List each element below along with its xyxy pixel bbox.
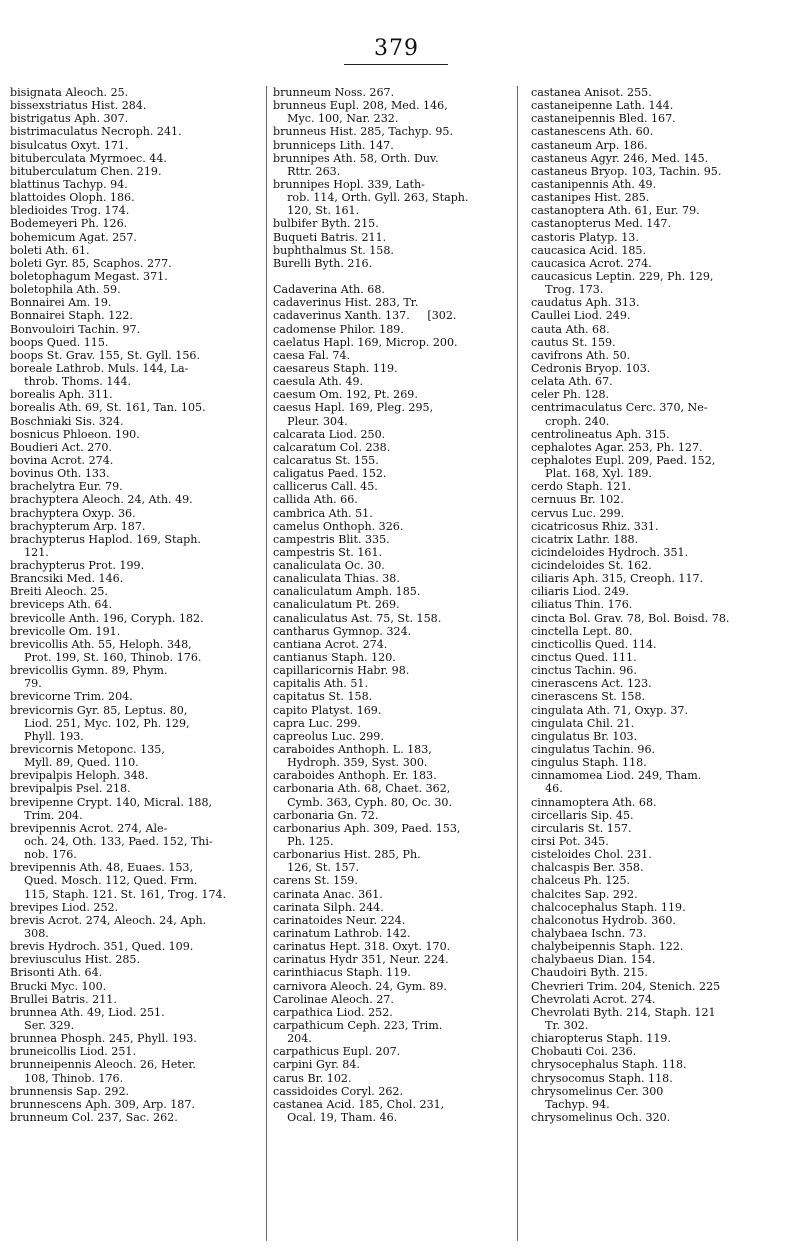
index-entry: centrolineatus Aph. 315. — [531, 427, 670, 441]
index-entry: castanescens Ath. 60. — [531, 125, 654, 139]
index-entry: nob. 176. — [10, 848, 77, 862]
index-entry: rob. 114, Orth. Gyll. 263, Staph. — [273, 191, 469, 205]
index-entry: Chevrolati Acrot. 274. — [531, 992, 656, 1006]
index-entry: cephalotes Eupl. 209, Paed. 152, — [531, 453, 716, 467]
index-entry: brunneum Noss. 267. — [273, 86, 395, 99]
index-entry: callicerus Call. 45. — [273, 480, 378, 494]
index-entry: cassidoides Coryl. 262. — [273, 1084, 404, 1098]
index-entry: bistrimaculatus Necroph. 241. — [10, 125, 182, 139]
index-entry: castanea Anisot. 255. — [531, 86, 652, 99]
index-entry: cauta Ath. 68. — [531, 322, 610, 336]
index-entry: ciliatus Thin. 176. — [531, 598, 633, 612]
index-entry: brevicornis Gyr. 85, Leptus. 80, — [10, 703, 188, 717]
index-entry: cinerascens Act. 123. — [531, 677, 652, 691]
index-entry: caudatus Aph. 313. — [531, 296, 640, 310]
index-entry: castanopterus Med. 147. — [531, 217, 671, 231]
index-entry: cinctus Qued. 111. — [531, 651, 637, 665]
index-entry: bisignata Aleoch. 25. — [10, 86, 129, 99]
index-entry: breviceps Ath. 64. — [10, 598, 112, 612]
index-entry: carbonaria Ath. 68, Chaet. 362, — [273, 782, 451, 796]
index-entry: caesareus Staph. 119. — [273, 361, 398, 375]
index-entry: Cadaverina Ath. 68. — [273, 283, 385, 297]
index-entry: calcarata Liod. 250. — [273, 427, 386, 441]
index-entry: carbonarius Aph. 309, Paed. 153, — [273, 821, 461, 835]
index-entry: bulbifer Byth. 215. — [273, 217, 379, 231]
index-entry: carpini Gyr. 84. — [273, 1058, 360, 1072]
index-entry: boreale Lathrob. Muls. 144, La- — [10, 361, 189, 375]
index-entry: brachyptera Oxyp. 36. — [10, 506, 136, 520]
index-entry: cambrica Ath. 51. — [273, 506, 373, 520]
index-entry: boleti Ath. 61. — [10, 243, 90, 257]
index-entry: 115, Staph. 121. St. 161, Trog. 174. — [10, 887, 227, 901]
index-entry: 204. — [273, 1032, 312, 1046]
index-entry: cincta Bol. Grav. 78, Bol. Boisd. 78. — [531, 611, 730, 625]
index-entry: chalcocephalus Staph. 119. — [531, 900, 686, 914]
index-entry: Bodemeyeri Ph. 126. — [10, 217, 128, 231]
index-entry: canaliculatum Amph. 185. — [273, 585, 421, 599]
index-entry: 126, St. 157. — [273, 861, 360, 875]
index-entry: cingulatus Tachin. 96. — [531, 743, 656, 757]
index-entry: caraboides Anthoph. Er. 183. — [273, 769, 437, 783]
index-entry: brunneipennis Aleoch. 26, Heter. — [10, 1058, 196, 1072]
index-entry: brunneum Col. 237, Sac. 262. — [10, 1110, 178, 1124]
index-entry: bovinus Oth. 133. — [10, 467, 110, 481]
index-entry: calcaratum Col. 238. — [273, 440, 391, 454]
index-entry: castaneum Arp. 186. — [531, 138, 648, 152]
index-entry: cernuus Br. 102. — [531, 493, 624, 507]
index-entry: brevicollis Ath. 55, Heloph. 348, — [10, 637, 192, 651]
index-entry: carinatus Hept. 318. Oxyt. 170. — [273, 940, 451, 954]
index-entry: Tachyp. 94. — [531, 1097, 610, 1111]
index-entry: bohemicum Agat. 257. — [10, 230, 137, 244]
index-entry: Trog. 173. — [531, 283, 604, 297]
index-entry: cicindeloides Hydroch. 351. — [531, 545, 689, 559]
index-entry: carpathica Liod. 252. — [273, 1005, 393, 1019]
index-entry: brunnescens Aph. 309, Arp. 187. — [10, 1097, 195, 1111]
index-entry: Plat. 168, Xyl. 189. — [531, 467, 652, 481]
index-entry: Hydroph. 359, Syst. 300. — [273, 756, 428, 770]
index-entry: Myll. 89, Qued. 110. — [10, 756, 139, 770]
index-entry: brachypterum Arp. 187. — [10, 519, 146, 533]
index-entry: brunneus Hist. 285, Tachyp. 95. — [273, 125, 453, 139]
index-entry: chalcaspis Ber. 358. — [531, 861, 644, 875]
index-entry: Cedronis Bryop. 103. — [531, 361, 651, 375]
index-entry: Boschniaki Sis. 324. — [10, 414, 124, 428]
index-entry: Qued. Mosch. 112, Qued. Frm. — [10, 874, 198, 888]
index-entry: Ser. 329. — [10, 1018, 75, 1032]
index-entry: brevipenne Crypt. 140, Micral. 188, — [10, 795, 213, 809]
index-entry: carinata Anac. 361. — [273, 887, 383, 901]
index-entry: 308. — [10, 927, 49, 940]
index-entry: carpathicum Ceph. 223, Trim. — [273, 1018, 443, 1032]
index-entry: calcaratus St. 155. — [273, 453, 379, 467]
index-entry: Bonvouloiri Tachin. 97. — [10, 322, 141, 336]
index-entry: cingulata Ath. 71, Oxyp. 37. — [531, 703, 688, 717]
index-entry: cingulata Chil. 21. — [531, 716, 635, 730]
index-entry: bledioides Trog. 174. — [10, 204, 130, 218]
index-entry: brevipennis Acrot. 274, Ale- — [10, 821, 168, 835]
index-entry: campestris St. 161. — [273, 545, 383, 559]
index-entry: caraboides Anthoph. L. 183, — [273, 743, 432, 757]
index-entry: Breiti Aleoch. 25. — [10, 585, 108, 599]
index-entry: brunneus Eupl. 208, Med. 146, — [273, 99, 448, 113]
index-entry: caucasica Acid. 185. — [531, 243, 647, 257]
index-entry: castanoptera Ath. 61, Eur. 79. — [531, 204, 700, 218]
index-entry: castaneus Bryop. 103, Tachin. 95. — [531, 164, 722, 178]
index-entry: cicatricosus Rhiz. 331. — [531, 519, 659, 533]
index-entry: boletophila Ath. 59. — [10, 283, 121, 297]
index-entry: Chevrolati Byth. 214, Staph. 121 — [531, 1005, 716, 1019]
index-entry: cicatrix Lathr. 188. — [531, 532, 639, 546]
index-entry: carinthiacus Staph. 119. — [273, 966, 411, 980]
index-entry: Ocal. 19, Tham. 46. — [273, 1110, 398, 1124]
index-entry: brunniceps Lith. 147. — [273, 138, 394, 152]
index-entry: carinata Silph. 244. — [273, 900, 384, 914]
index-entry: bituberculata Myrmoec. 44. — [10, 151, 167, 165]
index-entry: Liod. 251, Myc. 102, Ph. 129, — [10, 716, 190, 730]
index-entry: brevicolle Om. 191. — [10, 624, 121, 638]
index-entry: circellaris Sip. 45. — [531, 808, 634, 822]
index-entry: canaliculatum Pt. 269. — [273, 598, 400, 612]
index-entry: chalybaea Ischn. 73. — [531, 927, 647, 940]
index-entry: Caullei Liod. 249. — [531, 309, 631, 323]
index-entry: boletophagum Megast. 371. — [10, 269, 168, 283]
index-entry: cinctella Lept. 80. — [531, 624, 633, 638]
index-entry: caucasicus Leptin. 229, Ph. 129, — [531, 269, 714, 283]
index-column-3 — [531, 86, 789, 1246]
index-entry: Chaudoiri Byth. 215. — [531, 966, 648, 980]
index-entry: caelatus Hapl. 169, Microp. 200. — [273, 335, 458, 349]
index-entry: 120, St. 161. — [273, 204, 360, 218]
index-entry: chiaropterus Staph. 119. — [531, 1032, 671, 1046]
index-entry: blattoides Oloph. 186. — [10, 191, 135, 205]
index-entry: canaliculatus Ast. 75, St. 158. — [273, 611, 442, 625]
index-entry: carpathicus Eupl. 207. — [273, 1045, 401, 1059]
index-entry: cervus Luc. 299. — [531, 506, 625, 520]
index-entry: castaneipenne Lath. 144. — [531, 99, 674, 113]
index-entry: chalcites Sap. 292. — [531, 887, 638, 901]
index-columns — [0, 86, 793, 1250]
index-entry: carens St. 159. — [273, 874, 358, 888]
index-entry: Brancsiki Med. 146. — [10, 572, 124, 586]
index-entry: castanea Acid. 185, Chol. 231, — [273, 1097, 445, 1111]
index-entry: brevicornis Metoponc. 135, — [10, 743, 165, 757]
index-entry: castaneipennis Bled. 167. — [531, 112, 676, 126]
index-entry: cautus St. 159. — [531, 335, 616, 349]
index-entry: cephalotes Agar. 253, Ph. 127. — [531, 440, 703, 454]
index-entry: Boudieri Act. 270. — [10, 440, 113, 454]
index-entry: ciliaris Aph. 315, Creoph. 117. — [531, 572, 704, 586]
index-entry: bosnicus Phloeon. 190. — [10, 427, 140, 441]
index-entry: cingulus Staph. 118. — [531, 756, 647, 770]
index-entry: bisulcatus Oxyt. 171. — [10, 138, 129, 152]
index-entry: blattinus Tachyp. 94. — [10, 177, 128, 191]
index-entry: 79. — [10, 677, 42, 691]
index-entry: chrysomelinus Och. 320. — [531, 1110, 671, 1124]
index-entry: brevicollis Gymn. 89, Phym. — [10, 664, 168, 678]
index-entry: throb. Thoms. 144. — [10, 375, 132, 389]
index-entry: caucasica Acrot. 274. — [531, 256, 652, 270]
index-entry: Chevrieri Trim. 204, Stenich. 225 — [531, 979, 721, 993]
index-entry: caesum Om. 192, Pt. 269. — [273, 388, 418, 402]
index-entry: Trim. 204. — [10, 808, 83, 822]
index-entry: castanipes Hist. 285. — [531, 191, 650, 205]
index-entry: cincticollis Qued. 114. — [531, 637, 657, 651]
index-entry: 46. — [531, 782, 563, 796]
index-entry: boops Qued. 115. — [10, 335, 109, 349]
index-entry: callida Ath. 66. — [273, 493, 358, 507]
index-entry: castaneus Agyr. 246, Med. 145. — [531, 151, 709, 165]
index-entry: carbonarius Hist. 285, Ph. — [273, 848, 421, 862]
index-entry: brevis Hydroch. 351, Qued. 109. — [10, 940, 194, 954]
index-entry: carinatoides Neur. 224. — [273, 913, 406, 927]
index-entry: Cymb. 363, Cyph. 80, Oc. 30. — [273, 795, 452, 809]
index-entry: brevicorne Trim. 204. — [10, 690, 133, 704]
index-entry: bistrigatus Aph. 307. — [10, 112, 129, 126]
index-entry: cadomense Philor. 189. — [273, 322, 404, 336]
index-entry: caesa Fal. 74. — [273, 348, 351, 362]
index-entry: cingulatus Br. 103. — [531, 729, 638, 743]
index-entry: brachyptera Aleoch. 24, Ath. 49. — [10, 493, 193, 507]
index-entry: carinatum Lathrob. 142. — [273, 927, 411, 940]
header-rule — [344, 64, 448, 65]
index-entry: brevipes Liod. 252. — [10, 900, 119, 914]
index-entry: caligatus Paed. 152. — [273, 467, 387, 481]
index-entry: brunnipes Hopl. 339, Lath- — [273, 177, 425, 191]
index-entry: cavifrons Ath. 50. — [531, 348, 631, 362]
index-entry: carnivora Aleoch. 24, Gym. 89. — [273, 979, 447, 993]
index-entry: brevipalpis Psel. 218. — [10, 782, 131, 796]
index-entry: capreolus Luc. 299. — [273, 729, 384, 743]
index-entry: bissexstriatus Hist. 284. — [10, 99, 147, 113]
index-entry: caesus Hapl. 169, Pleg. 295, — [273, 401, 434, 415]
index-entry: bovina Acrot. 274. — [10, 453, 114, 467]
index-entry: carinatus Hydr 351, Neur. 224. — [273, 953, 449, 967]
index-entry: cicindeloides St. 162. — [531, 559, 652, 573]
index-entry: chrysocomus Staph. 118. — [531, 1071, 673, 1085]
index-entry: brunnea Ath. 49, Liod. 251. — [10, 1005, 165, 1019]
index-entry: Rttr. 263. — [273, 164, 341, 178]
index-entry: Chobauti Coi. 236. — [531, 1045, 637, 1059]
index-entry: chalybaeus Dian. 154. — [531, 953, 656, 967]
index-entry: Phyll. 193. — [10, 729, 84, 743]
index-entry: brevipalpis Heloph. 348. — [10, 769, 149, 783]
index-entry: celer Ph. 128. — [531, 388, 610, 402]
index-entry: borealis Aph. 311. — [10, 388, 113, 402]
index-entry: cadaverinus Hist. 283, Tr. — [273, 296, 419, 310]
index-entry: boops St. Grav. 155, St. Gyll. 156. — [10, 348, 200, 362]
index-entry: cinerascens St. 158. — [531, 690, 646, 704]
index-entry: cisteloides Chol. 231. — [531, 848, 652, 862]
index-entry: Burelli Byth. 216. — [273, 256, 373, 270]
index-entry: Ph. 125. — [273, 835, 334, 849]
index-entry: carbonaria Gn. 72. — [273, 808, 379, 822]
index-entry: cantharus Gymnop. 324. — [273, 624, 412, 638]
index-entry: och. 24, Oth. 133, Paed. 152, Thi- — [10, 835, 213, 849]
index-entry: Bonnairei Staph. 122. — [10, 309, 133, 323]
index-entry: Tr. 302. — [531, 1018, 589, 1032]
index-entry: Carolinae Aleoch. 27. — [273, 992, 394, 1006]
index-entry: circularis St. 157. — [531, 821, 632, 835]
index-entry: bituberculatum Chen. 219. — [10, 164, 162, 178]
index-entry: Myc. 100, Nar. 232. — [273, 112, 399, 126]
index-entry: chalconotus Hydrob. 360. — [531, 913, 676, 927]
index-entry: centrimaculatus Cerc. 370, Ne- — [531, 401, 708, 415]
index-entry: brevipennis Ath. 48, Euaes. 153, — [10, 861, 194, 875]
index-entry: capillaricornis Habr. 98. — [273, 664, 410, 678]
index-entry: brevicolle Anth. 196, Coryph. 182. — [10, 611, 204, 625]
index-entry: camelus Onthoph. 326. — [273, 519, 404, 533]
index-entry: brachypterus Haplod. 169, Staph. — [10, 532, 201, 546]
index-entry: bruneicollis Liod. 251. — [10, 1045, 137, 1059]
index-entry: chalybeipennis Staph. 122. — [531, 940, 684, 954]
index-entry: canaliculata Thias. 38. — [273, 572, 400, 586]
index-column-1 — [10, 86, 262, 1246]
index-entry: ciliaris Liod. 249. — [531, 585, 629, 599]
index-entry: cinnamomea Liod. 249, Tham. — [531, 769, 702, 783]
index-entry: capito Platyst. 169. — [273, 703, 382, 717]
index-entry: carus Br. 102. — [273, 1071, 352, 1085]
index-entry: cirsi Pot. 345. — [531, 835, 609, 849]
index-entry: borealis Ath. 69, St. 161, Tan. 105. — [10, 401, 206, 415]
index-column-2 — [273, 86, 513, 1246]
index-entry: chalceus Ph. 125. — [531, 874, 631, 888]
index-entry: Brisonti Ath. 64. — [10, 966, 103, 980]
index-entry: Buqueti Batris. 211. — [273, 230, 387, 244]
index-entry: croph. 240. — [531, 414, 610, 428]
index-entry: castanipennis Ath. 49. — [531, 177, 657, 191]
index-entry: capra Luc. 299. — [273, 716, 361, 730]
index-entry: cinctus Tachin. 96. — [531, 664, 637, 678]
index-entry: cerdo Staph. 121. — [531, 480, 632, 494]
index-entry: brunnipes Ath. 58, Orth. Duv. — [273, 151, 439, 165]
index-entry: canaliculata Oc. 30. — [273, 559, 385, 573]
index-entry: 121. — [10, 545, 49, 559]
section-gap — [273, 270, 513, 283]
index-entry: breviusculus Hist. 285. — [10, 953, 141, 967]
index-entry: cantiana Acrot. 274. — [273, 637, 388, 651]
index-entry: Bonnairei Am. 19. — [10, 296, 112, 310]
index-entry: capitalis Ath. 51. — [273, 677, 368, 691]
page-number: 379 — [374, 36, 419, 61]
index-entry: Brucki Myc. 100. — [10, 979, 107, 993]
index-entry: campestris Blit. 335. — [273, 532, 390, 546]
index-entry: brachelytra Eur. 79. — [10, 480, 123, 494]
index-entry: brunnensis Sap. 292. — [10, 1084, 130, 1098]
index-entry: cadaverinus Xanth. 137. [302. — [273, 309, 457, 323]
index-entry: Prot. 199, St. 160, Thinob. 176. — [10, 651, 202, 665]
index-entry: chrysocephalus Staph. 118. — [531, 1058, 687, 1072]
index-entry: chrysomelinus Cer. 300 — [531, 1084, 664, 1098]
index-entry: celata Ath. 67. — [531, 375, 613, 389]
index-entry: Brullei Batris. 211. — [10, 992, 117, 1006]
index-entry: cantianus Staph. 120. — [273, 651, 396, 665]
index-entry: cinnamoptera Ath. 68. — [531, 795, 657, 809]
index-entry: caesula Ath. 49. — [273, 375, 364, 389]
index-entry: boleti Gyr. 85, Scaphos. 277. — [10, 256, 172, 270]
index-entry: buphthalmus St. 158. — [273, 243, 394, 257]
index-entry: brevis Acrot. 274, Aleoch. 24, Aph. — [10, 913, 207, 927]
index-entry: brachypterus Prot. 199. — [10, 559, 145, 573]
index-entry: capitatus St. 158. — [273, 690, 373, 704]
index-entry: Pleur. 304. — [273, 414, 348, 428]
index-entry: 108, Thinob. 176. — [10, 1071, 124, 1085]
index-entry: brunnea Phosph. 245, Phyll. 193. — [10, 1032, 197, 1046]
index-entry: castoris Platyp. 13. — [531, 230, 639, 244]
